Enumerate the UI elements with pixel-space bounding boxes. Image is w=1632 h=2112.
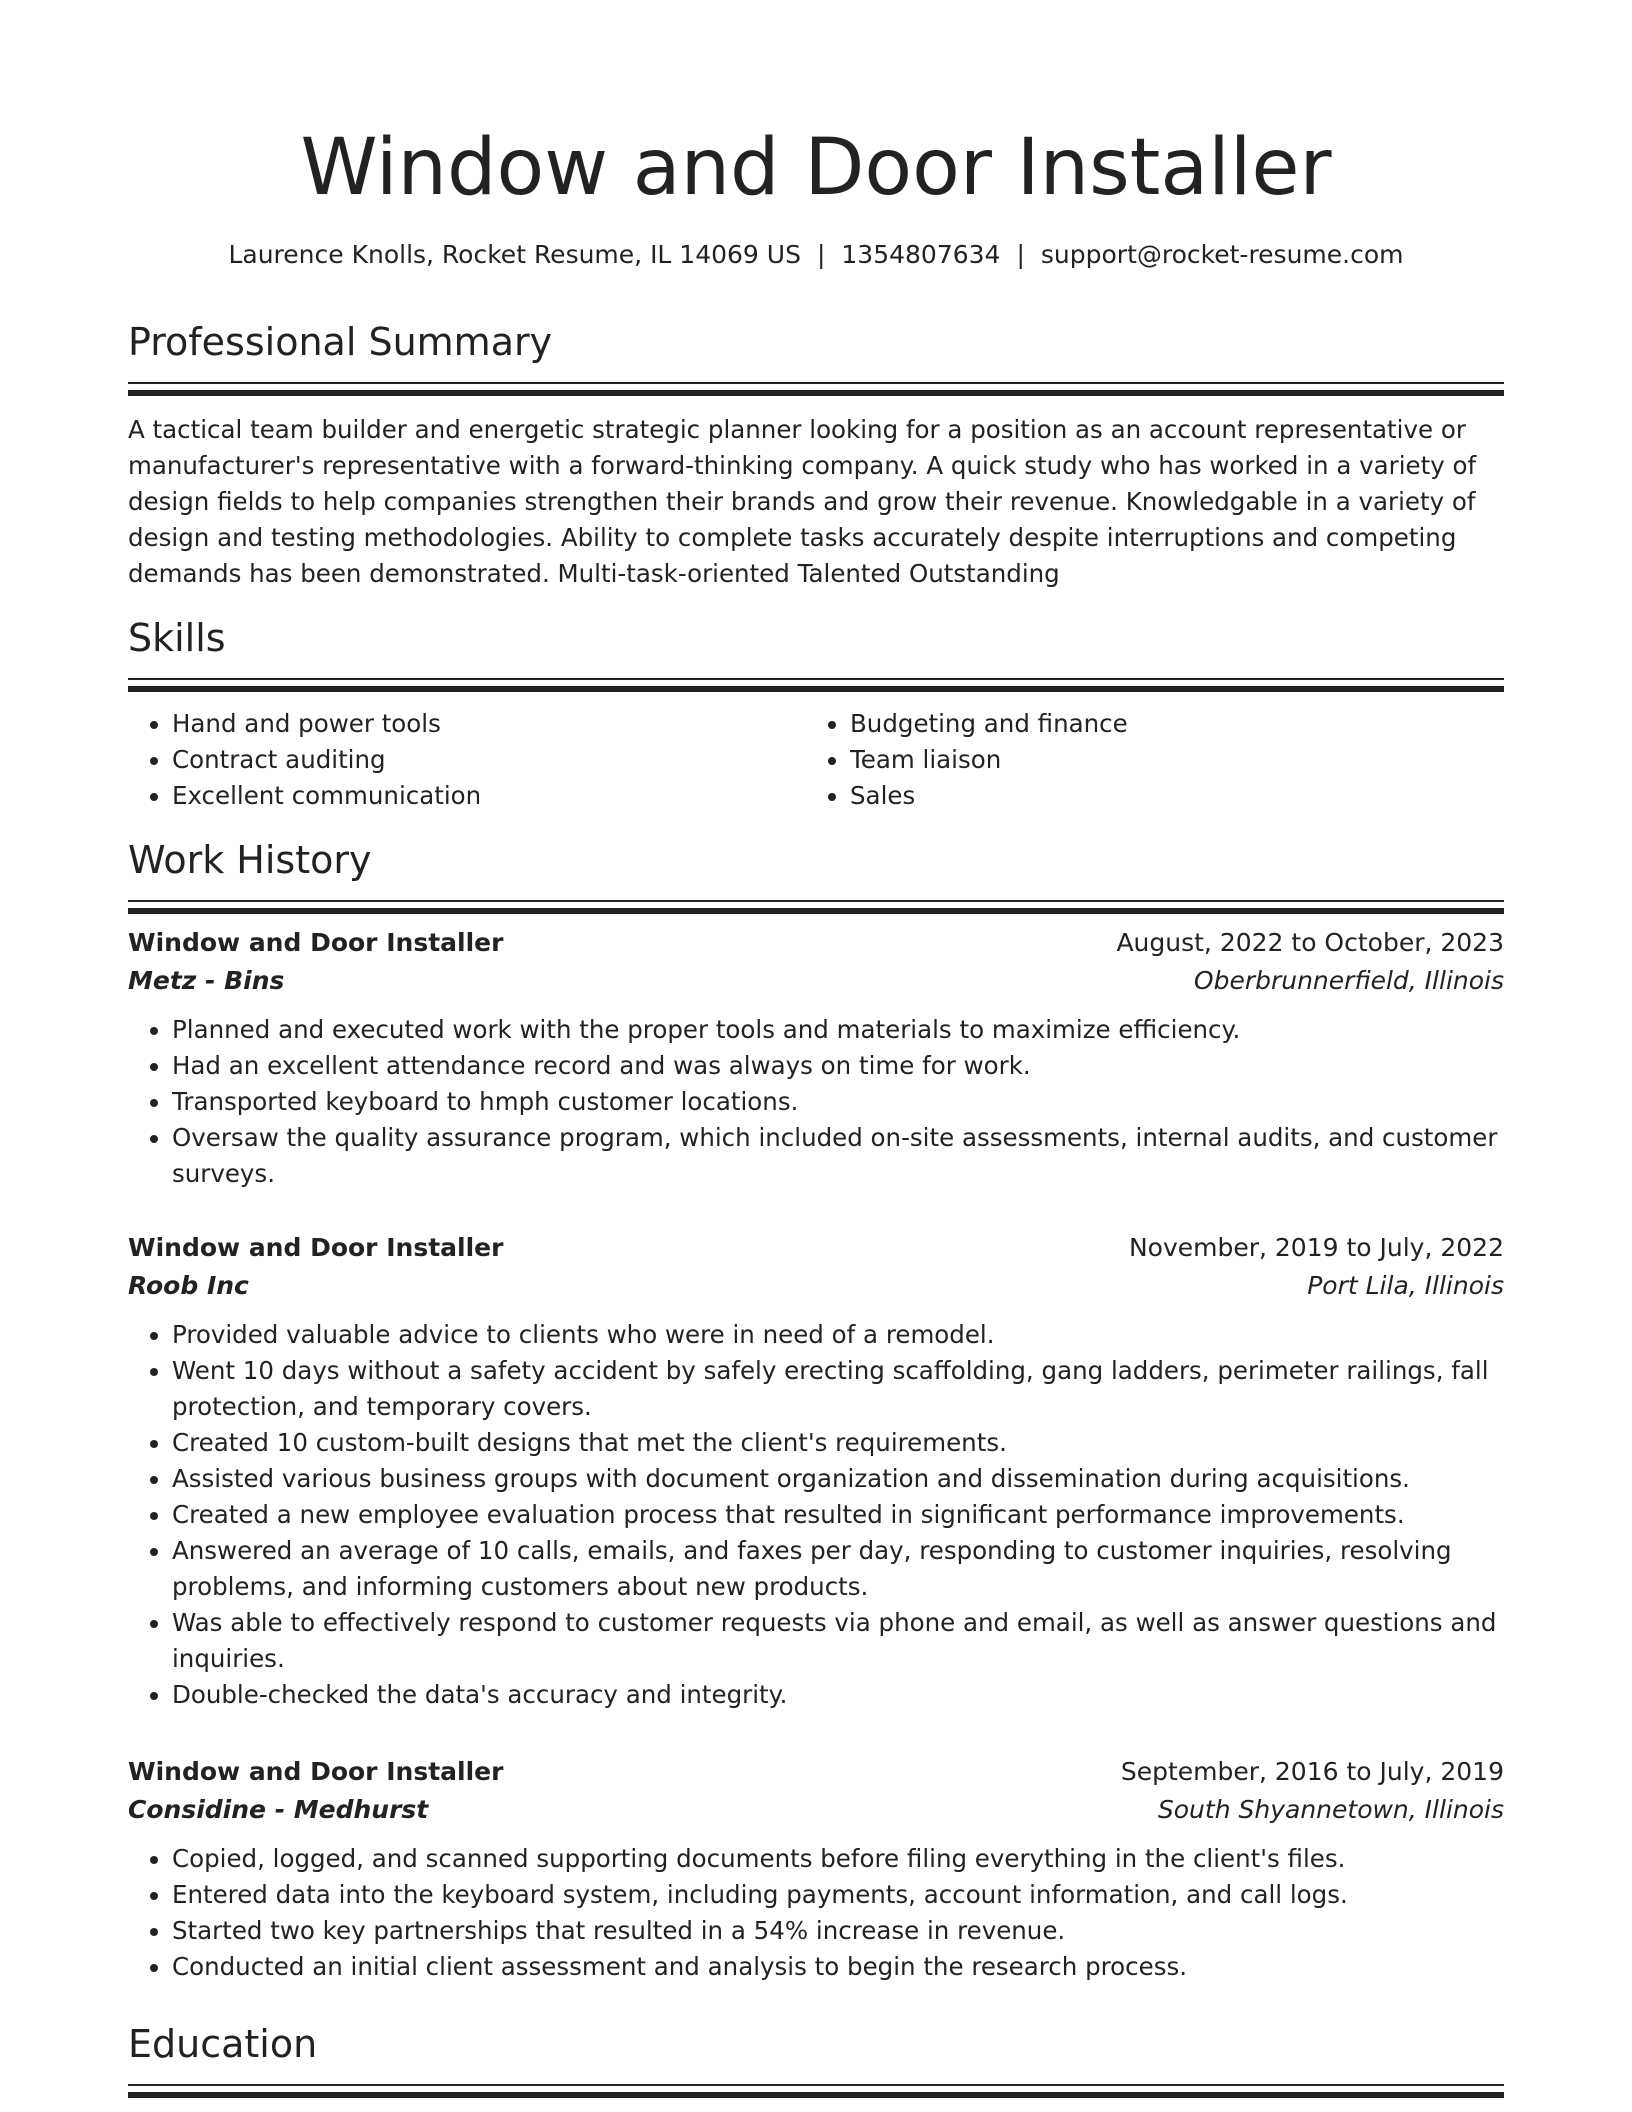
contact-address: Laurence Knolls, Rocket Resume, IL 14069 US bbox=[228, 240, 801, 269]
job-bullets bbox=[128, 1841, 1504, 1985]
skill-item: • Excellent communication bbox=[172, 778, 806, 814]
job-company: Roob Inc bbox=[128, 1271, 249, 1300]
job-company-row bbox=[128, 962, 1504, 1000]
job-bullet: • Planned and executed work with the proper tools and materials to maximize efficiency. bbox=[172, 1012, 1504, 1048]
professional-summary-section bbox=[128, 318, 1504, 592]
section-divider bbox=[128, 900, 1504, 914]
job-company-row bbox=[128, 1267, 1504, 1305]
job-location: Oberbrunnerfield, Illinois bbox=[1193, 966, 1504, 995]
section-divider bbox=[128, 382, 1504, 396]
contact-email: support@rocket-resume.com bbox=[1040, 240, 1404, 269]
job-bullet: • Double-checked the data's accuracy and integrity. bbox=[172, 1677, 1504, 1713]
skill-item: • Contract auditing bbox=[172, 742, 806, 778]
contact-phone: 1354807634 bbox=[841, 240, 1001, 269]
job-bullets bbox=[128, 1012, 1504, 1192]
job-company-row bbox=[128, 1791, 1504, 1829]
skill-item: • Team liaison bbox=[850, 742, 1484, 778]
job-company: Metz - Bins bbox=[128, 966, 285, 995]
job-title: Window and Door Installer bbox=[128, 1233, 504, 1262]
job-bullet: • Answered an average of 10 calls, emails, and faxes per day, responding to customer inquiries, resolving problems, and informing customers about new products. bbox=[172, 1533, 1504, 1605]
job-location: Port Lila, Illinois bbox=[1307, 1271, 1504, 1300]
job-bullet: • Oversaw the quality assurance program, which included on-site assessments, internal audits, and customer surveys. bbox=[172, 1120, 1504, 1192]
skill-item: • Sales bbox=[850, 778, 1484, 814]
job-bullet: • Went 10 days without a safety accident by safely erecting scaffolding, gang ladders, perimeter railings, fall protection, and temporary covers. bbox=[172, 1353, 1504, 1425]
job-header-row bbox=[128, 1229, 1504, 1267]
section-title: Professional Summary bbox=[128, 320, 553, 364]
skills-right-column bbox=[806, 706, 1484, 814]
job-company: Considine - Medhurst bbox=[128, 1795, 429, 1824]
resume-page bbox=[128, 0, 1504, 2066]
job-dates: August, 2022 to October, 2023 bbox=[1116, 928, 1504, 957]
contact-line bbox=[128, 238, 1504, 272]
section-divider bbox=[128, 678, 1504, 692]
job-bullets bbox=[128, 1317, 1504, 1713]
job-title: Window and Door Installer bbox=[128, 928, 504, 957]
job-bullet: • Started two key partnerships that resulted in a 54% increase in revenue. bbox=[172, 1913, 1504, 1949]
job-header-row bbox=[128, 1753, 1504, 1791]
job-entry bbox=[128, 1229, 1504, 1713]
job-location: South Shyannetown, Illinois bbox=[1157, 1795, 1504, 1824]
job-bullet: • Entered data into the keyboard system, including payments, account information, and call logs. bbox=[172, 1877, 1504, 1913]
job-bullet: • Was able to effectively respond to customer requests via phone and email, as well as answer questions and inquiries. bbox=[172, 1605, 1504, 1677]
skills-section bbox=[128, 614, 1504, 814]
skill-item: • Hand and power tools bbox=[172, 706, 806, 742]
section-title: Work History bbox=[128, 838, 372, 882]
contact-separator: | bbox=[816, 240, 826, 269]
job-bullet: • Conducted an initial client assessment and analysis to begin the research process. bbox=[172, 1949, 1504, 1985]
job-header-row bbox=[128, 924, 1504, 962]
work-history-section bbox=[128, 836, 1504, 914]
job-entry bbox=[128, 924, 1504, 1192]
job-bullet: • Created a new employee evaluation process that resulted in significant performance improvements. bbox=[172, 1497, 1504, 1533]
job-bullet: • Transported keyboard to hmph customer locations. bbox=[172, 1084, 1504, 1120]
job-dates: November, 2019 to July, 2022 bbox=[1128, 1233, 1504, 1262]
contact-separator: | bbox=[1016, 240, 1025, 269]
job-bullet: • Created 10 custom-built designs that met the client's requirements. bbox=[172, 1425, 1504, 1461]
section-divider bbox=[128, 2084, 1504, 2098]
resume-name: Window and Door Installer bbox=[300, 123, 1332, 213]
job-dates: September, 2016 to July, 2019 bbox=[1120, 1757, 1504, 1786]
summary-text: A tactical team builder and energetic strategic planner looking for a position as an account representative or manufacturer's representative with a forward-thinking company. A quick study who has worked in a variety of design fields to help companies strengthen their brands and grow their revenue. Knowledgable in a variety of design and testing methodologies. Ability to complete tasks accurately despite interruptions and competing demands has been demonstrated. Multi-task-oriented Talented Outstanding bbox=[128, 415, 1477, 588]
job-title: Window and Door Installer bbox=[128, 1757, 504, 1786]
job-bullet: • Provided valuable advice to clients who were in need of a remodel. bbox=[172, 1317, 1504, 1353]
job-entry bbox=[128, 1753, 1504, 1985]
job-bullet: • Assisted various business groups with document organization and dissemination during acquisitions. bbox=[172, 1461, 1504, 1497]
job-bullet: • Copied, logged, and scanned supporting documents before filing everything in the client's files. bbox=[172, 1841, 1504, 1877]
section-title: Skills bbox=[128, 616, 226, 660]
skill-item: • Budgeting and finance bbox=[850, 706, 1484, 742]
section-title: Education bbox=[128, 2022, 318, 2066]
skills-columns bbox=[128, 706, 1504, 814]
job-bullet: • Had an excellent attendance record and was always on time for work. bbox=[172, 1048, 1504, 1084]
skills-left-column bbox=[128, 706, 806, 814]
education-section bbox=[128, 2020, 1504, 2098]
